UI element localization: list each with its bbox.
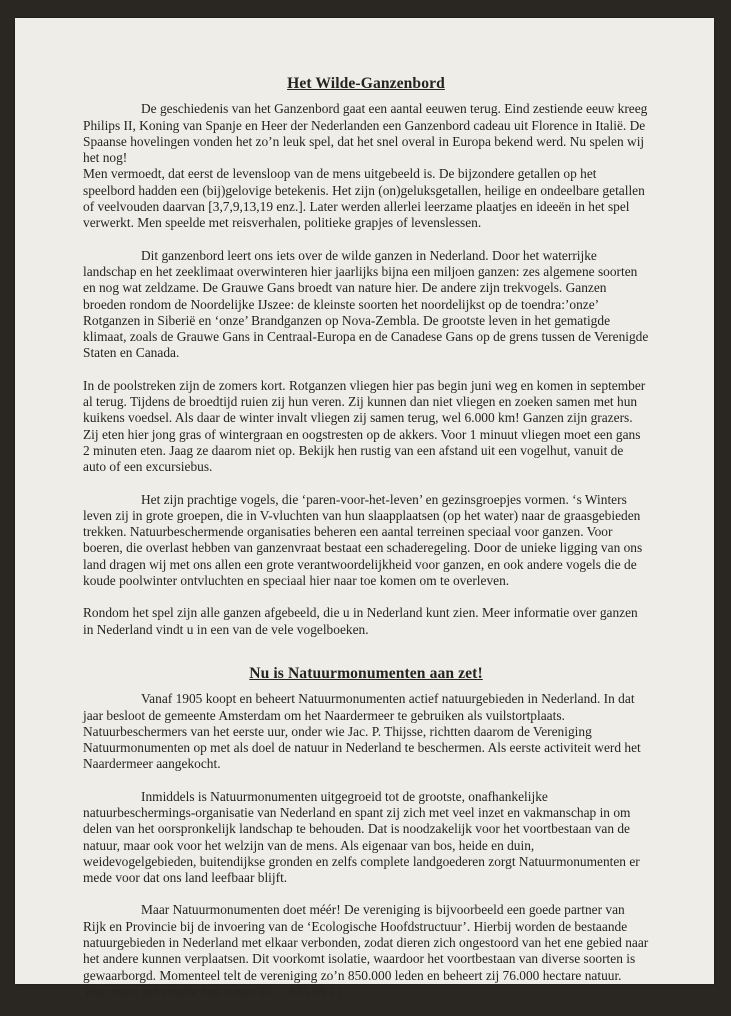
paper-sheet xyxy=(15,18,714,999)
paragraph-numbers: Men vermoedt, dat eerst de levensloop van de mens uitgebeeld is. De bijzondere getallen op het speelbord hadden een (bij)gelovige betekenis. Het zijn (on)geluksgetallen, heilige en ondeelbare getallen of veelvouden daarvan [3,7,9,13,19 enz.]. Later werden allerlei leerzame plaatjes en ideeën in het spel verwerkt. Men speelde met reisverhalen, politieke grapjes of levenslessen. xyxy=(83,166,645,231)
paragraph-beautiful-birds: Het zijn prachtige vogels, die ‘paren-voor-het-leven’ en gezinsgroepjes vormen. ‘s Winters leven zij in grote groepen, die in V-vluchten van hun slaapplaatsen (op het water) naar de graasgebieden trekken. Natuurbeschermende organisaties beheren een aantal terreinen speciaal voor ganzen. Voor boeren, die overlast hebben van ganzenvraat bestaat een schaderegeling. Door de unieke ligging van ons land dragen wij met ons allen een grote verantwoordelijkheid voor ganzen, en ook andere vogels die de koude poolwinter ontvluchten en speciaal hier naar toe komen om te overleven. xyxy=(83,491,643,589)
paragraph-polar-regions: In de poolstreken zijn de zomers kort. Rotganzen vliegen hier pas begin juni weg en komen in september al terug. Tijdens de broedtijd ruien zij hun veren. Zij kunnen dan niet vliegen en zoeken samen met hun kuikens voedsel. Als daar de winter invalt vliegen zij samen terug, wel 6.000 km! Ganzen zijn grazers. Zij eten hier jong gras of wintergraan en oogstresten op de akkers. Voor 1 minuut vliegen moet een gans 2 minuten eten. Jaag ze daarom niet op. Bekijk hen rustig van een afstand uit een vogelhut, vanuit de auto of een excursiebus. xyxy=(83,377,646,475)
paragraph-does-more: Maar Natuurmonumenten doet méér! De vereniging is bijvoorbeeld een goede partner van Rijk en Provincie bij de invoering van de ‘Ecologische Hoofdstructuur’. Hierbij worden de bestaande natuurgebieden in Nederland met elkaar verbonden, zodat dieren zich ongestoord van het ene gebied naar het andere kunnen verplaatsen. Dit voorkomt isolatie, waardoor het voortbestaan van diverse soorten is gewaarborgd. Momenteel telt de vereniging zo’n 850.000 leden en beheert zij 76.000 hectare natuur. Voor meer informatie belt u met 035 - 655 99 11. xyxy=(83,902,649,999)
section-title-ganzenbord: Het Wilde-Ganzenbord xyxy=(287,75,445,92)
section-title-natuurmonumenten: Nu is Natuurmonumenten aan zet! xyxy=(249,664,483,682)
paragraph-game-border: Rondom het spel zijn alle ganzen afgebeeld, die u in Nederland kunt zien. Meer informatie over ganzen in Nederland vindt u in een van de vele vogelboeken. xyxy=(83,605,638,637)
paragraph-wild-geese: Dit ganzenbord leert ons iets over de wilde ganzen in Nederland. Door het waterrijke landschap en het zeeklimaat overwinteren hier jaarlijks bijna een miljoen ganzen: zes algemene soorten en nog wat zeldzame. De Grauwe Gans broedt van nature hier. De andere zijn trekvogels. Ganzen broeden rondom de Noordelijke IJszee: de kleinste soorten het noordelijkst op de toendra:’onze’ Rotganzen in Siberië en ‘onze’ Brandganzen op Nova-Zembla. De grootste leven in het gematigde klimaat, zoals de Grauwe Gans in Centraal-Europa en de Canadese Gans op de grens tussen de Verenigde Staten en Canada. xyxy=(83,247,649,361)
paragraph-history: De geschiedenis van het Ganzenbord gaat een aantal eeuwen terug. Eind zestiende eeuw kreeg Philips II, Koning van Spanje en Heer der Nederlanden een Ganzenbord cadeau uit Florence in Italië. De Spaanse hovelingen vonden het zo’n leuk spel, dat het snel overal in Europa bekend werd. Nu spelen wij het nog! xyxy=(83,101,648,166)
paragraph-largest-organisation: Inmiddels is Natuurmonumenten uitgegroeid tot de grootste, onafhankelijke natuurbeschermings-organisatie van Nederland en spant zij zich met veel inzet en vakmanschap in om delen van het oorspronkelijk landschap te behouden. Dat is noodzakelijk voor het voortbestaan van de natuur, maar ook voor het welzijn van de mens. Als eigenaar van bos, heide en duin, weidevogelgebieden, buitendijkse gronden en zelfs complete landgoederen zorgt Natuurmonumenten er mede voor dat ons land leefbaar blijft. xyxy=(83,788,640,886)
paragraph-since-1905: Vanaf 1905 koopt en beheert Natuurmonumenten actief natuurgebieden in Nederland. In dat jaar besloot de gemeente Amsterdam om het Naardermeer te gebruiken als vuilstortplaats. Natuurbeschermers van het eerste uur, onder wie Jac. P. Thijsse, richtten daarom de Vereniging Natuurmonumenten op met als doel de natuur in Nederland te beschermen. Als eerste activiteit werd het Naardermeer aangekocht. xyxy=(83,691,641,772)
document-content xyxy=(83,76,649,1016)
